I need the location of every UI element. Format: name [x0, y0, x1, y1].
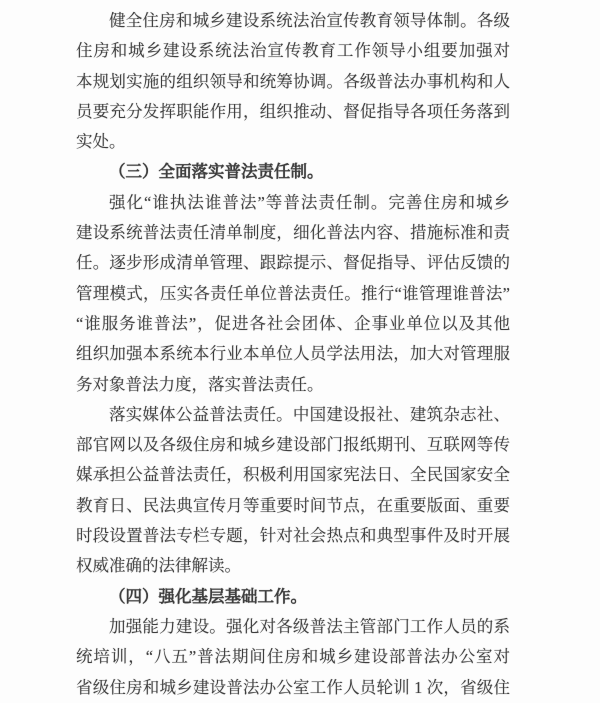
text-line: 建设系统普法责任清单制度，细化普法内容、措施标准和责 — [76, 223, 510, 243]
text-line: 务对象普法力度，落实普法责任。 — [76, 374, 324, 394]
text-line: 管理模式，压实各责任单位普法责任。推行“谁管理谁普法” — [76, 283, 510, 303]
text-line: 住房和城乡建设系统法治宣传教育工作领导小组要加强对 — [76, 41, 510, 61]
paragraph — [76, 400, 510, 582]
text-line: 部官网以及各级住房和城乡建设部门报纸期刊、互联网等传 — [76, 435, 510, 455]
section-heading — [76, 582, 510, 612]
section-heading — [76, 157, 510, 187]
text-line: 时段设置普法专栏专题，针对社会热点和典型事件及时开展 — [76, 526, 510, 546]
paragraph — [76, 612, 510, 703]
text-line: 任。逐步形成清单管理、跟踪提示、督促指导、评估反馈的 — [76, 253, 510, 273]
text-line: 落实媒体公益普法责任。中国建设报社、建筑杂志社、 — [109, 404, 510, 424]
text-line: 强化“谁执法谁普法”等普法责任制。完善住房和城乡 — [109, 192, 510, 212]
text-line: 员要充分发挥职能作用，组织推动、督促指导各项任务落到 — [76, 101, 510, 121]
text-line: 统培训，“八五”普法期间住房和城乡建设部普法办公室对 — [76, 647, 510, 667]
text-line: 媒承担公益普法责任，积极利用国家宪法日、全民国家安全 — [76, 465, 510, 485]
paragraph — [76, 188, 510, 400]
text-line: 权威准确的法律解读。 — [76, 556, 241, 576]
text-line: “谁服务谁普法”，促进各社会团体、企事业单位以及其他 — [76, 313, 510, 333]
text-line: 组织加强本系统本行业本单位人员学法用法，加大对管理服 — [76, 344, 510, 364]
text-line: 省级住房和城乡建设普法办公室工作人员轮训 1 次，省级住 — [76, 677, 510, 697]
paragraph — [76, 6, 510, 157]
text-line: 实处。 — [76, 132, 126, 152]
heading-line: （四）强化基层基础工作。 — [109, 586, 307, 606]
heading-line: （三）全面落实普法责任制。 — [109, 162, 324, 182]
text-line: 健全住房和城乡建设系统法治宣传教育领导体制。各级 — [109, 11, 510, 30]
text-line: 加强能力建设。强化对各级普法主管部门工作人员的系 — [109, 616, 510, 636]
text-line: 本规划实施的组织领导和统筹协调。各级普法办事机构和人 — [76, 71, 510, 91]
text-line: 教育日、民法典宣传月等重要时间节点，在重要版面、重要 — [76, 495, 510, 515]
